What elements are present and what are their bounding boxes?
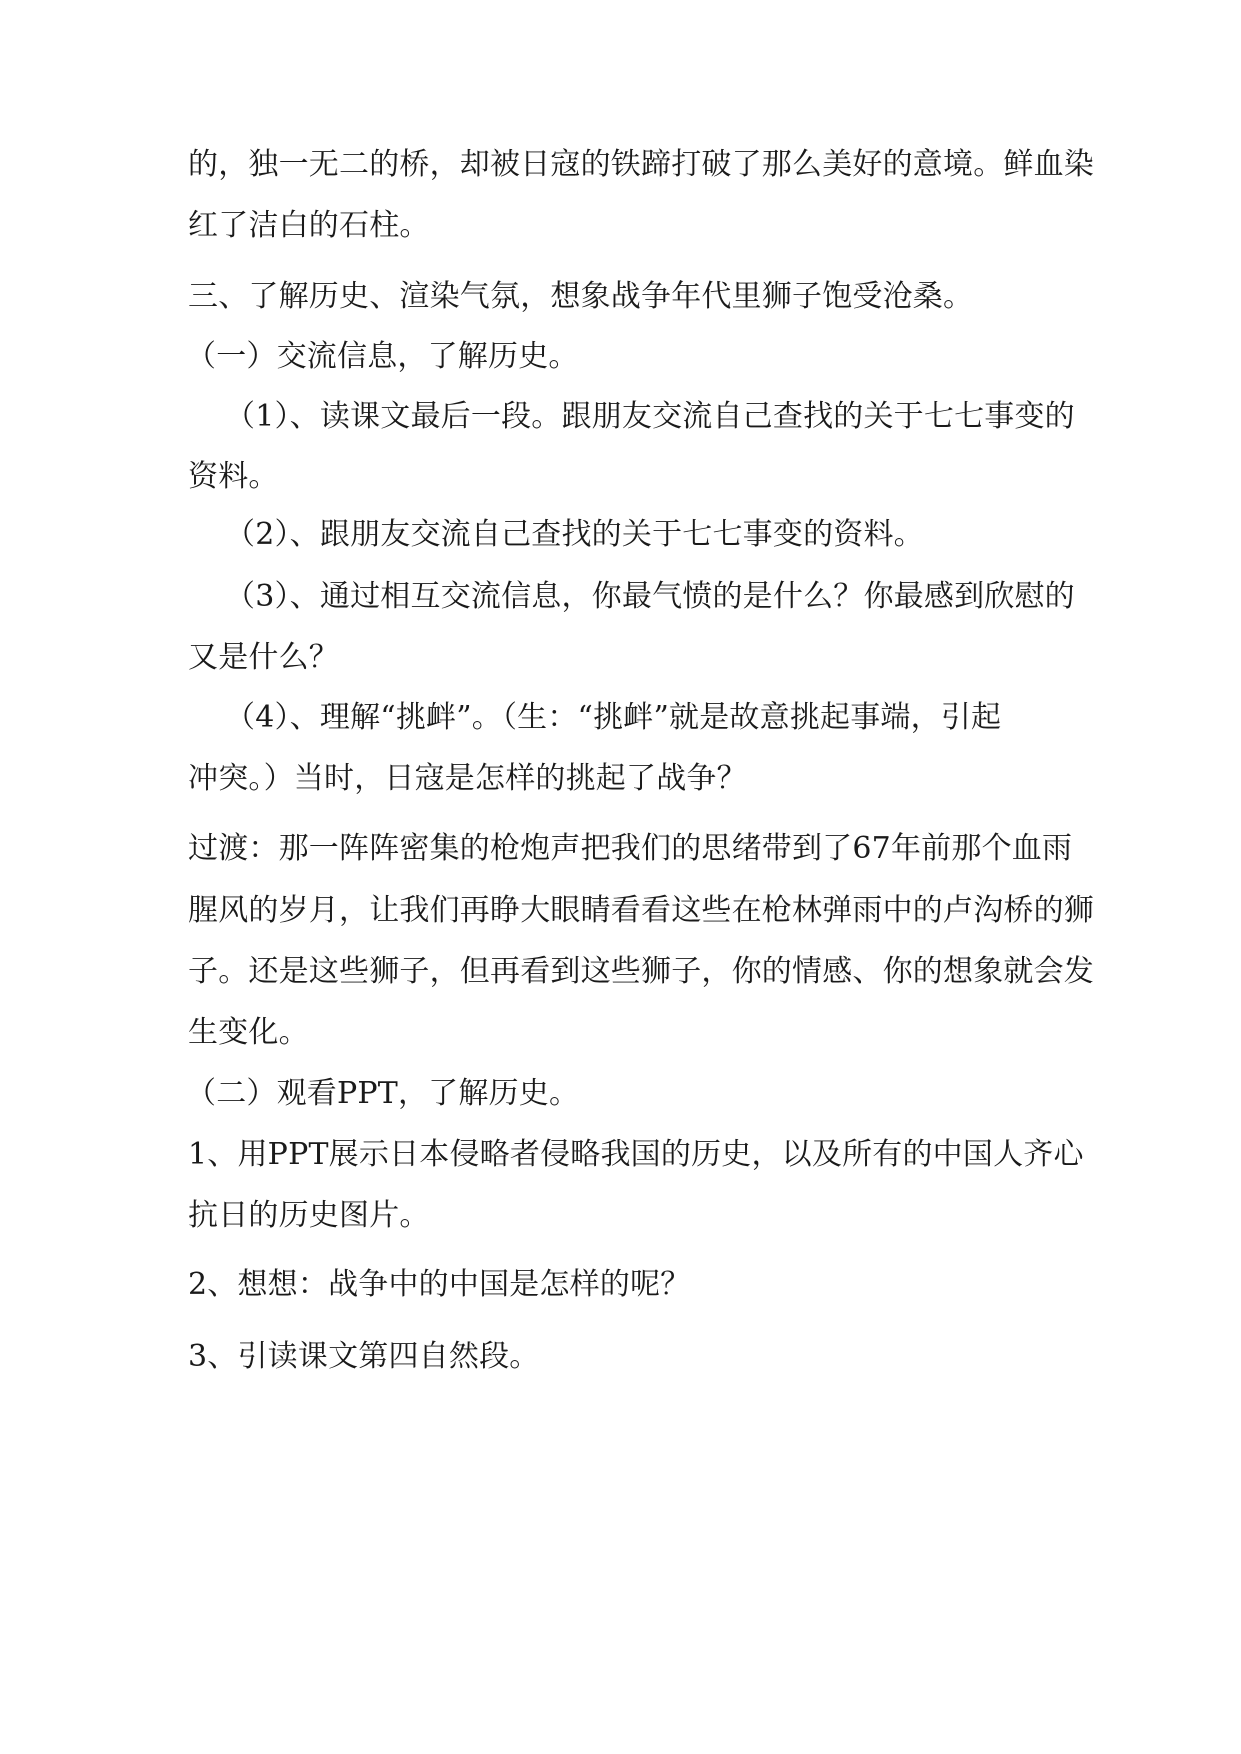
paragraph-line: 红了洁白的石柱。 (188, 208, 430, 243)
subsection-heading: （一）交流信息，了解历史。 (186, 339, 579, 374)
numbered-item: 2、想想：战争中的中国是怎样的呢？ (188, 1267, 691, 1302)
transition-paragraph-line: 生变化。 (188, 1015, 309, 1050)
numbered-item: 3、引读课文第四自然段。 (188, 1339, 540, 1374)
transition-paragraph-line: 过渡：那一阵阵密集的枪炮声把我们的思绪带到了67年前那个血雨 (188, 831, 1073, 866)
list-item: （4）、理解“挑衅”。（生：“挑衅”就是故意挑起事端，引起 (225, 700, 1002, 735)
list-item-continuation: 冲突。）当时，日寇是怎样的挑起了战争？ (188, 761, 747, 796)
numbered-item-continuation: 抗日的历史图片。 (188, 1198, 430, 1233)
list-item: （2）、跟朋友交流自己查找的关于七七事变的资料。 (225, 517, 924, 552)
list-item: （1）、读课文最后一段。跟朋友交流自己查找的关于七七事变的 (225, 399, 1075, 434)
subsection-heading: （二）观看PPT，了解历史。 (186, 1076, 580, 1111)
list-item-continuation: 又是什么？ (188, 640, 339, 675)
list-item: （3）、通过相互交流信息，你最气愤的是什么？你最感到欣慰的 (225, 579, 1075, 614)
transition-paragraph-line: 腥风的岁月，让我们再睁大眼睛看看这些在枪林弹雨中的卢沟桥的狮 (188, 893, 1094, 928)
section-heading: 三、了解历史、渲染气氛，想象战争年代里狮子饱受沧桑。 (188, 279, 974, 314)
transition-paragraph-line: 子。还是这些狮子，但再看到这些狮子，你的情感、你的想象就会发 (188, 954, 1094, 989)
list-item-continuation: 资料。 (188, 459, 279, 494)
paragraph-line: 的，独一无二的桥，却被日寇的铁蹄打破了那么美好的意境。鲜血染 (188, 147, 1094, 182)
numbered-item: 1、用PPT展示日本侵略者侵略我国的历史，以及所有的中国人齐心 (188, 1137, 1084, 1172)
